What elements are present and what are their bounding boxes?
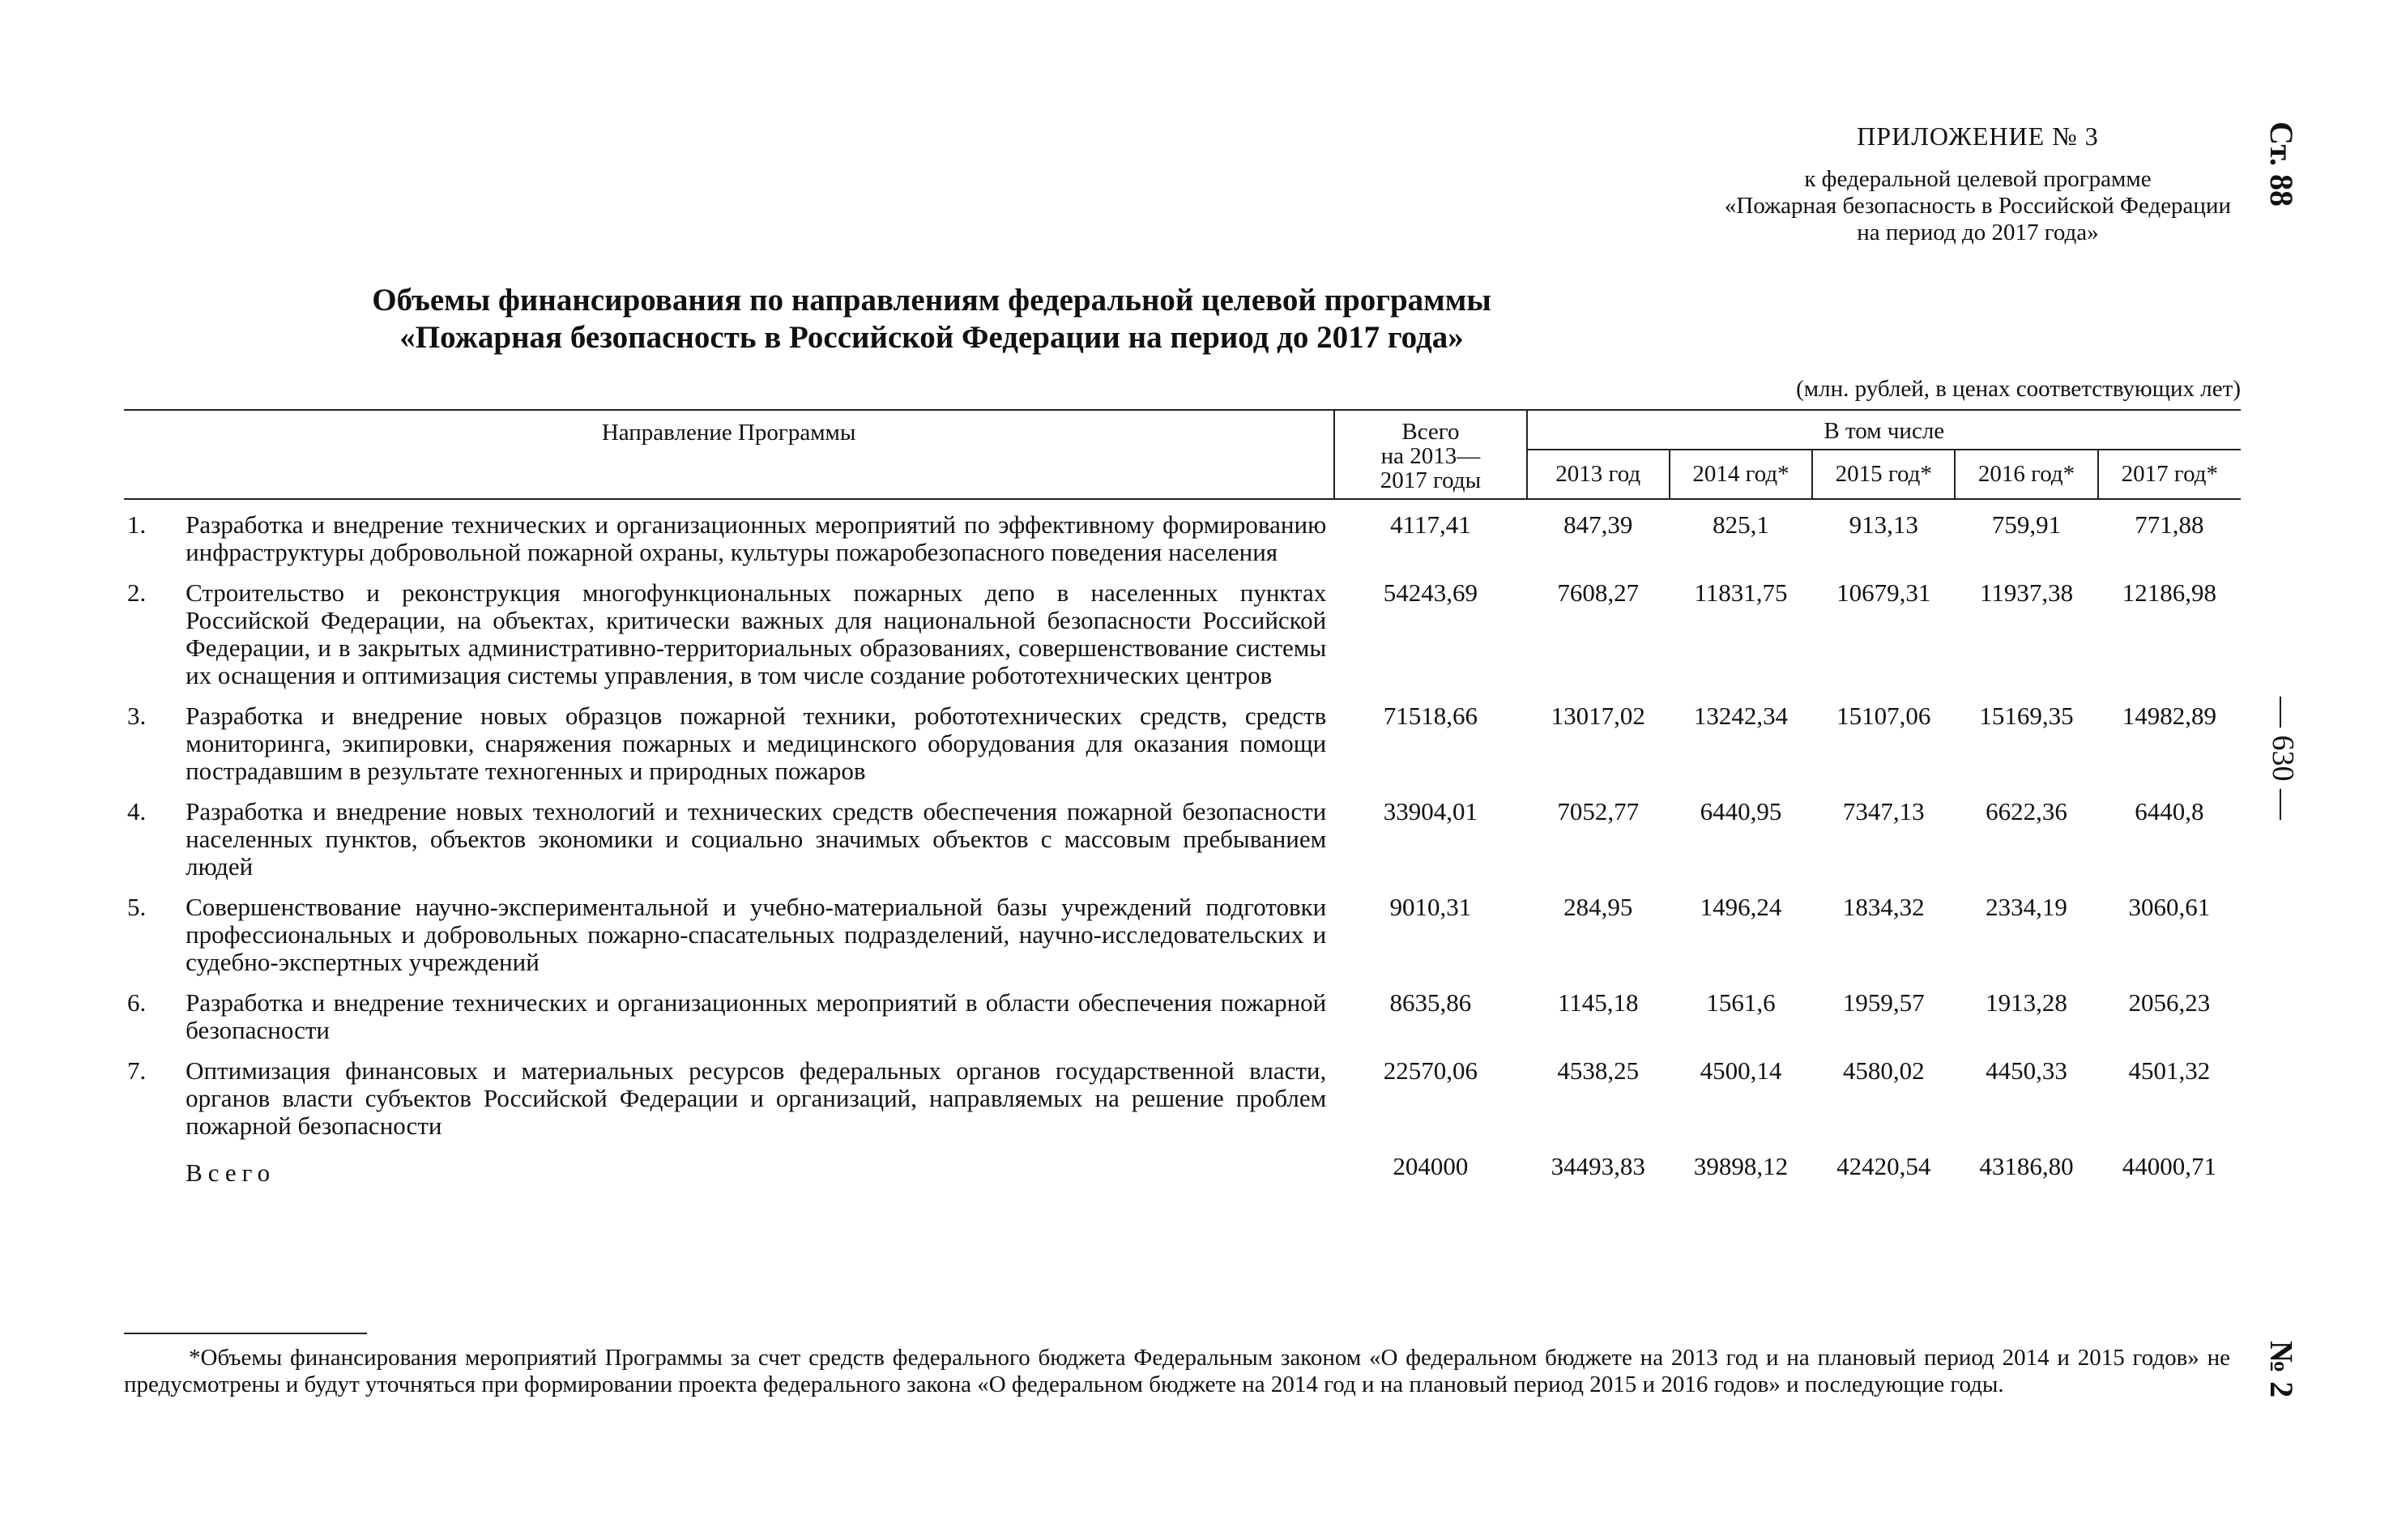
total-2016: 43186,80 xyxy=(1979,1152,2074,1180)
row-number: 7. xyxy=(127,1056,147,1085)
row-2016: 4450,33 xyxy=(1986,1056,2067,1085)
row-total: 22570,06 xyxy=(1383,1056,1478,1085)
row-2014: 13242,34 xyxy=(1693,702,1789,730)
total-2013: 34493,83 xyxy=(1551,1152,1645,1180)
row-number: 5. xyxy=(127,893,147,921)
total-2017: 44000,71 xyxy=(2122,1152,2216,1180)
row-2017: 4501,32 xyxy=(2128,1056,2211,1085)
page-number: — 630 — xyxy=(2266,697,2300,820)
row-2014: 1561,6 xyxy=(1706,988,1776,1017)
document-title-line: «Пожарная безопасность в Российской Федерации на период до 2017 года» xyxy=(399,320,1464,355)
appendix-line: «Пожарная безопасность в Российской Федерации xyxy=(1724,193,2231,219)
footnote-divider xyxy=(124,1333,367,1334)
page-side-label: Ст. 88 xyxy=(2263,122,2300,207)
row-2016: 15169,35 xyxy=(1979,702,2074,730)
total-2014: 39898,12 xyxy=(1693,1152,1789,1180)
total-header-line: на 2013— xyxy=(1380,443,1481,469)
table-row xyxy=(124,499,2241,568)
grand-total: 204000 xyxy=(1393,1152,1469,1180)
row-direction: Совершенствование научно-экспериментальной и учебно-материальной базы учреждений подготовки профессиональных и добровольных пожарно-спасательных подразделений, научно-исследовательских и судебно-экспертных учреждений xyxy=(186,893,1327,976)
appendix-line: к федеральной целевой программе xyxy=(1804,166,2152,192)
total-2015: 42420,54 xyxy=(1836,1152,1931,1180)
row-2015: 1959,57 xyxy=(1842,988,1925,1017)
row-direction: Разработка и внедрение технических и организационных мероприятий по эффективному формированию инфраструктуры добровольной пожарной охраны, культуры пожаробезопасного поведения населения xyxy=(186,510,1327,566)
row-number: 3. xyxy=(127,702,147,730)
row-2016: 2334,19 xyxy=(1986,893,2067,921)
row-total: 71518,66 xyxy=(1383,702,1478,730)
row-2014: 6440,95 xyxy=(1700,797,1782,825)
row-2014: 11831,75 xyxy=(1694,578,1788,607)
table-row xyxy=(124,1046,2241,1141)
column-header-year: 2015 год* xyxy=(1812,450,1955,499)
appendix-line: на период до 2017 года» xyxy=(1857,220,2099,245)
row-2013: 1145,18 xyxy=(1557,988,1639,1017)
row-direction: Разработка и внедрение новых технологий и технических средств обеспечения пожарной безопасности населенных пунктов, объектов экономики и социально значимых объектов с массовым пребыванием людей xyxy=(186,797,1327,881)
row-2016: 11937,38 xyxy=(1979,578,2074,607)
row-number-empty xyxy=(124,1141,182,1188)
row-2017: 12186,98 xyxy=(2122,578,2216,607)
row-number: 1. xyxy=(127,510,147,539)
row-2017: 771,88 xyxy=(2135,510,2204,539)
row-2013: 13017,02 xyxy=(1551,702,1645,730)
row-2015: 913,13 xyxy=(1849,510,1918,539)
row-2016: 1913,28 xyxy=(1986,988,2067,1017)
appendix-title: ПРИЛОЖЕНИЕ № 3 xyxy=(1857,122,2099,151)
row-2013: 4538,25 xyxy=(1557,1056,1640,1085)
row-total: 9010,31 xyxy=(1389,893,1472,921)
row-number: 6. xyxy=(127,988,147,1017)
column-header-year: 2017 год* xyxy=(2098,450,2241,499)
table-row xyxy=(124,978,2241,1046)
row-total: 33904,01 xyxy=(1383,797,1478,825)
row-2014: 825,1 xyxy=(1713,510,1769,539)
row-total: 4117,41 xyxy=(1390,510,1471,539)
total-header-line: Всего xyxy=(1401,419,1460,445)
column-header-including: В том числе xyxy=(1527,410,2241,450)
total-header-line: 2017 годы xyxy=(1380,467,1482,493)
row-2015: 4580,02 xyxy=(1842,1056,1925,1085)
row-direction: Разработка и внедрение новых образцов пожарной техники, робототехнических средств, средств мониторинга, экипировки, снаряжения пожарных и медицинского оборудования для оказания помощи пострадавшим в результате техногенных и природных пожаров xyxy=(186,702,1327,785)
row-2014: 1496,24 xyxy=(1700,893,1782,921)
column-header-year: 2016 год* xyxy=(1955,450,2097,499)
column-header-total xyxy=(1334,410,1526,499)
row-2015: 10679,31 xyxy=(1836,578,1931,607)
column-header-year: 2013 год xyxy=(1527,450,1670,499)
row-total: 54243,69 xyxy=(1383,578,1478,607)
row-2014: 4500,14 xyxy=(1700,1056,1782,1085)
total-label: Всего xyxy=(186,1158,276,1187)
row-2017: 6440,8 xyxy=(2135,797,2204,825)
row-2015: 7347,13 xyxy=(1842,797,1925,825)
document-title xyxy=(130,282,1734,356)
row-number: 2. xyxy=(127,578,147,607)
row-2015: 15107,06 xyxy=(1836,702,1931,730)
column-header-year: 2014 год* xyxy=(1670,450,1812,499)
footnote: *Объемы финансирования мероприятий Программы за счет средств федерального бюджета Федеральным законом «О федеральном бюджете на 2013 год и на плановый период 2014 и 2015 годов» не предусмотрены и будут уточняться при формировании проекта федерального закона «О федеральном бюджете на 2014 год и на плановый период 2015 и 2016 годов» и последующие годы. xyxy=(124,1345,2230,1397)
table-row xyxy=(124,882,2241,978)
row-2017: 14982,89 xyxy=(2122,702,2216,730)
units-note: (млн. рублей, в ценах соответствующих лет) xyxy=(1796,376,2241,402)
row-2013: 847,39 xyxy=(1563,510,1633,539)
column-header-direction: Направление Программы xyxy=(124,410,1334,499)
table-total-row xyxy=(124,1141,2241,1188)
financing-table xyxy=(124,409,2241,1188)
row-2017: 3060,61 xyxy=(2128,893,2211,921)
row-total: 8635,86 xyxy=(1389,988,1472,1017)
appendix-header xyxy=(1725,122,2231,246)
row-direction: Разработка и внедрение технических и организационных мероприятий в области обеспечения пожарной безопасности xyxy=(186,988,1327,1044)
row-2015: 1834,32 xyxy=(1842,893,1925,921)
table-row xyxy=(124,568,2241,691)
row-number: 4. xyxy=(127,797,147,825)
row-2013: 284,95 xyxy=(1563,893,1633,921)
row-2016: 759,91 xyxy=(1991,510,2062,539)
row-2017: 2056,23 xyxy=(2128,988,2211,1017)
row-direction: Строительство и реконструкция многофункциональных пожарных депо в населенных пунктах Российской Федерации, на объектах, критически важных для национальной безопасности Российской Федерации, и в закрытых административно-территориальных образованиях, совершенствование системы их оснащения и оптимизация системы управления, в том числе создание робототехнических центров xyxy=(186,578,1327,689)
table-row xyxy=(124,787,2241,882)
row-2013: 7608,27 xyxy=(1557,578,1640,607)
table-row xyxy=(124,691,2241,787)
document-title-line: Объемы финансирования по направлениям федеральной целевой программы xyxy=(372,283,1491,318)
row-2016: 6622,36 xyxy=(1986,797,2067,825)
issue-number: № 2 xyxy=(2263,1341,2300,1398)
row-direction: Оптимизация финансовых и материальных ресурсов федеральных органов государственной власти, органов власти субъектов Российской Федерации и организаций, направляемых на решение проблем пожарной безопасности xyxy=(186,1056,1327,1140)
row-2013: 7052,77 xyxy=(1557,797,1640,825)
